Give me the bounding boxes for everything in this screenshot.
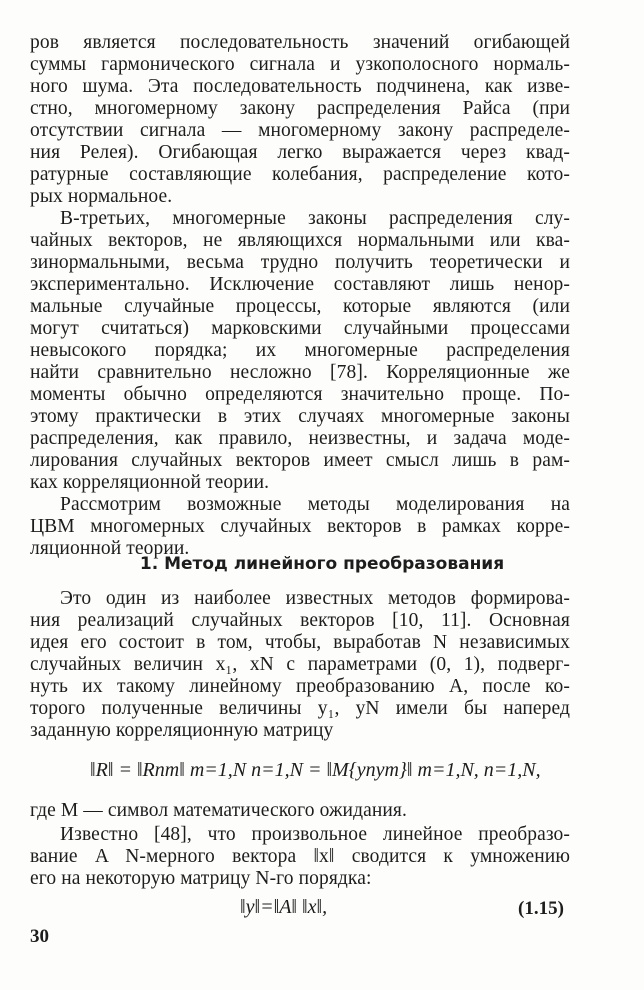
text-line: ния реализаций случайных векторов [10, 11]. Основная	[30, 610, 570, 631]
text-line: случайных величин x₁, xN с параметрами (0, 1), подверг-	[30, 654, 570, 675]
text-line: идея его состоит в том, чтобы, выработав N независимых	[30, 632, 570, 653]
text-line: ляционной теории.	[30, 538, 190, 559]
text-line: Это один из наиболее известных методов формирова-	[60, 588, 570, 609]
text-line: ках корреляционной теории.	[30, 472, 270, 493]
text-line: лирования случайных векторов имеет смысл лишь в рам-	[30, 450, 570, 471]
text-line: Рассмотрим возможные методы моделирования на	[60, 494, 570, 515]
text-line: экспериментально. Исключение составляют лишь ненор-	[30, 274, 570, 295]
text-line: В-третьих, многомерные законы распределения слу-	[60, 208, 570, 229]
page-number: 30	[30, 926, 49, 947]
text-line: торого полученные величины y₁, yN имели бы наперед	[30, 698, 570, 719]
section-heading: 1. Метод линейного преобразования	[139, 554, 505, 574]
correlation-matrix-formula	[90, 748, 560, 794]
text-line: моменты обычно определяются значительно проще. По-	[30, 384, 570, 405]
formula-text: ‖R‖ = ‖Rnm‖ m=1,N n=1,N = ‖M{ynym}‖ m=1,N, n=1,N,	[90, 759, 541, 781]
text-line: зинормальными, весьма трудно получить теоретически и	[30, 252, 570, 273]
text-line: Известно [48], что произвольное линейное преобразо-	[60, 824, 570, 845]
text-line: отсутствии сигнала — многомерному закону распределе-	[30, 120, 570, 141]
text-line: рых нормальное.	[30, 186, 173, 207]
text-line: могут считаться) марковскими случайными процессами	[30, 318, 570, 339]
text-line: его на некоторую матрицу N-го порядка:	[30, 868, 372, 889]
linear-transform-formula: ‖y‖=‖A‖ ‖x‖,	[240, 896, 328, 918]
text-line: ного шума. Эта последовательность подчинена, как изве-	[30, 76, 570, 97]
text-line: распределения, как правило, неизвестны, и задача моде-	[30, 428, 570, 449]
text-line: ния Релея). Огибающая легко выражается через квад-	[30, 142, 570, 163]
text-line: ратурные составляющие колебания, распределение кото-	[30, 164, 570, 185]
text-line: стно, многомерному закону распределения Райса (при	[30, 98, 570, 119]
text-line: ЦВМ многомерных случайных векторов в рамках корре-	[30, 516, 570, 537]
text-line: где M — символ математического ожидания.	[30, 800, 407, 821]
text-line: невысокого порядка; их многомерные распределения	[30, 340, 570, 361]
text-line: мальные случайные процессы, которые являются (или	[30, 296, 570, 317]
text-line: суммы гармонического сигнала и узкополосного нормаль-	[30, 54, 570, 75]
text-line: чайных векторов, не являющихся нормальными или ква-	[30, 230, 570, 251]
text-line: ров является последовательность значений огибающей	[30, 32, 570, 53]
text-line: нуть их такому линейному преобразованию A, после ко-	[30, 676, 570, 697]
text-line: вание A N-мерного вектора ‖x‖ сводится к умножению	[30, 846, 570, 867]
text-line: этому практически в этих случаях многомерные законы	[30, 406, 570, 427]
text-line: заданную корреляционную матрицу	[30, 720, 334, 741]
equation-number: (1.15)	[518, 898, 564, 919]
text-line: найти сравнительно несложно [78]. Корреляционные же	[30, 362, 570, 383]
